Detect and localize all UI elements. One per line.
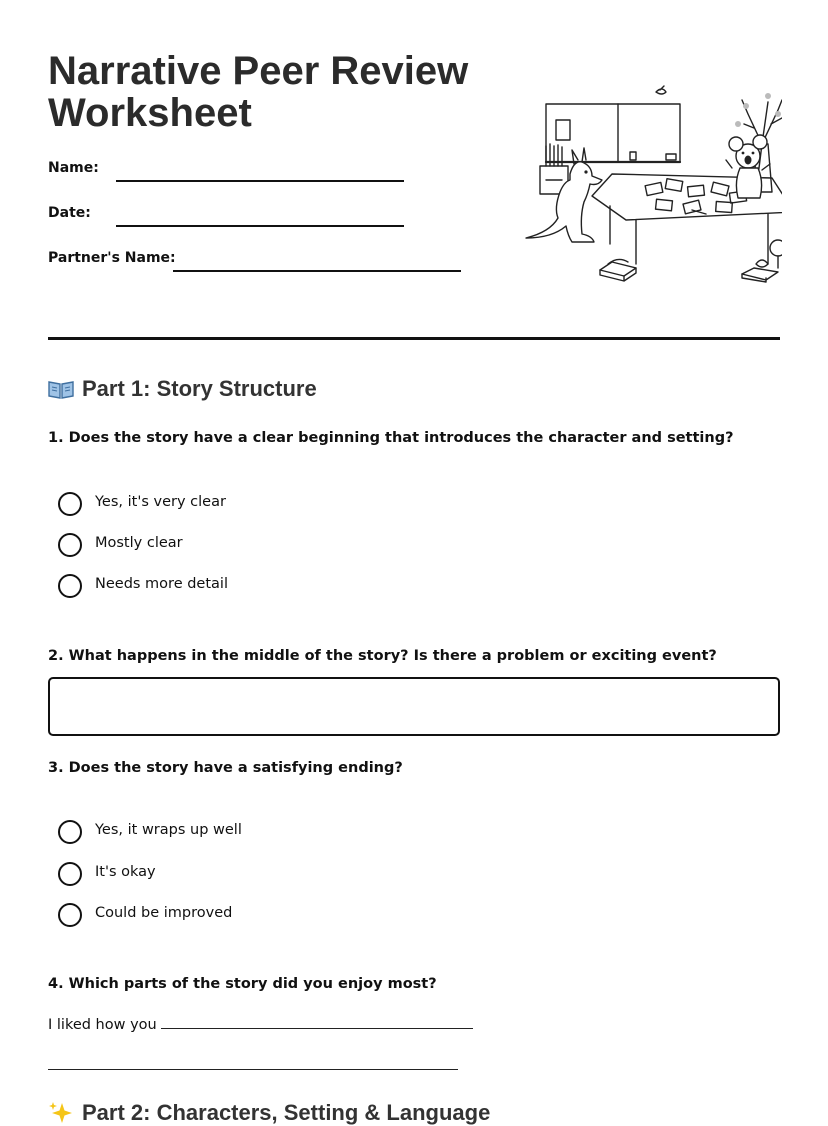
q4-fill-in [48,1016,473,1033]
part1-heading [48,376,317,402]
radio-circle[interactable] [58,903,82,927]
part1-heading-text: Part 1: Story Structure [82,376,317,401]
part2-heading [48,1100,490,1126]
radio-circle[interactable] [58,533,82,557]
radio-circle[interactable] [58,862,82,886]
q3-option-1-label: Yes, it wraps up well [95,822,242,838]
sparkles-icon [48,1101,74,1123]
open-book-icon [48,379,74,399]
q1-option-3-label: Needs more detail [95,576,228,592]
q3-option-2-label: It's okay [95,864,156,880]
kangaroo-and-koala-classroom-illustration [516,84,782,286]
q1-option-2-label: Mostly clear [95,535,183,551]
radio-circle[interactable] [58,492,82,516]
question-2: 2. What happens in the middle of the story? Is there a problem or exciting event? [48,648,717,664]
worksheet-title: Narrative Peer Review Worksheet [48,49,469,135]
question-3: 3. Does the story have a satisfying ending? [48,760,403,776]
radio-circle[interactable] [58,574,82,598]
q3-option-3-label: Could be improved [95,905,233,921]
header-divider [48,337,780,340]
partner-input-line[interactable] [173,270,461,272]
name-input-line[interactable] [116,180,404,182]
q2-answer-box[interactable] [48,677,780,736]
question-1: 1. Does the story have a clear beginning that introduces the character and setting? [48,430,734,446]
q1-option-1-label: Yes, it's very clear [95,494,226,510]
date-input-line[interactable] [116,225,404,227]
q4-answer-line[interactable] [161,1016,473,1029]
q4-prompt: I liked how you [48,1017,157,1033]
part2-heading-text: Part 2: Characters, Setting & Language [82,1100,491,1125]
q4-answer-line-2[interactable] [48,1069,458,1070]
radio-circle[interactable] [58,820,82,844]
name-label: Name: [48,160,99,176]
partner-label: Partner's Name: [48,250,176,266]
question-4: 4. Which parts of the story did you enjoy most? [48,976,437,992]
date-label: Date: [48,205,91,221]
